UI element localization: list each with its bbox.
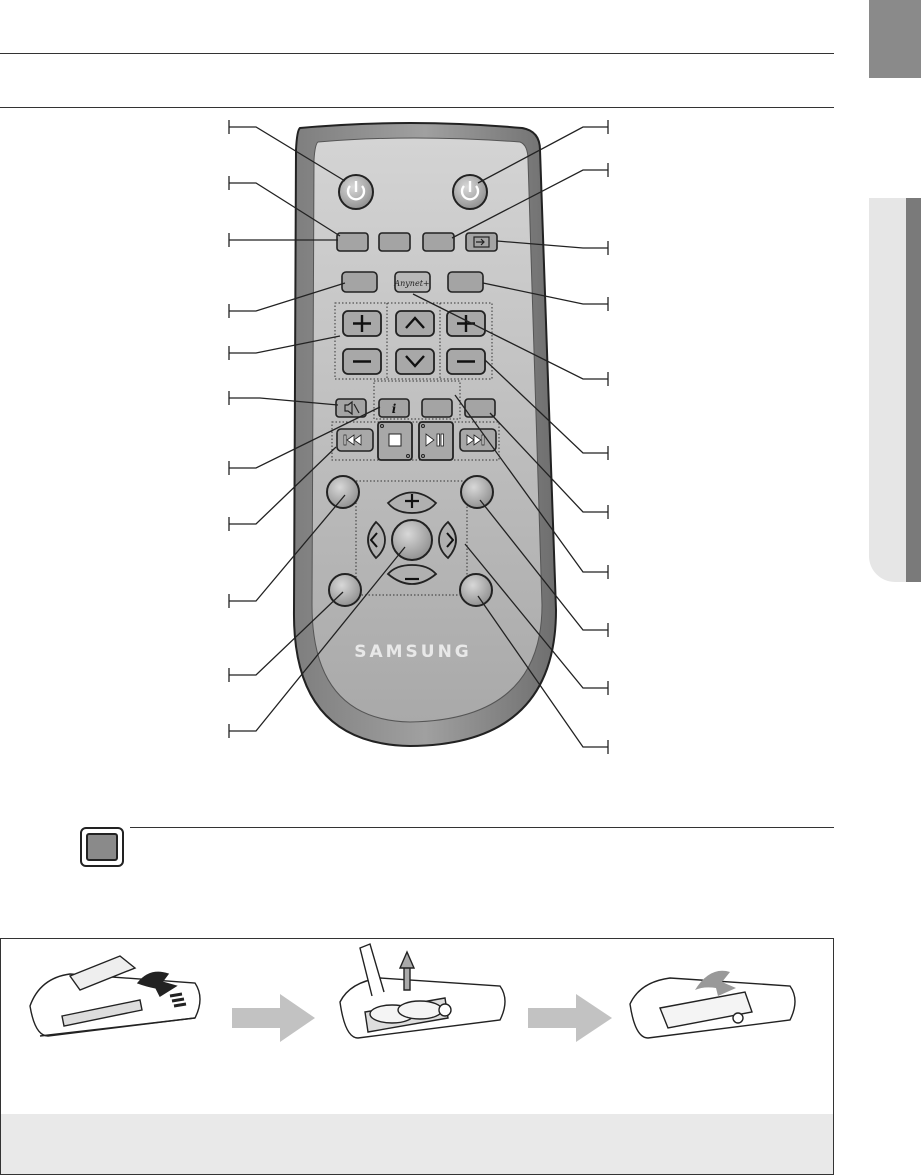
info-button[interactable] (379, 399, 409, 417)
down-button[interactable] (396, 349, 434, 374)
input-source-button[interactable] (466, 233, 497, 251)
battery-step-1-open-cover (30, 956, 200, 1036)
up-button[interactable] (396, 311, 434, 336)
left-minus-button[interactable] (343, 349, 381, 374)
step-arrow-2 (528, 994, 612, 1042)
battery-steps-illustration (0, 938, 834, 1114)
top-row-button-2[interactable] (379, 233, 410, 251)
anynet-button[interactable] (393, 272, 430, 292)
right-plus-button[interactable] (447, 311, 485, 336)
battery-caption-band (1, 1114, 833, 1174)
info-row-button-3[interactable] (422, 399, 452, 417)
right-minus-button[interactable] (447, 349, 485, 374)
corner-button-bottom-right[interactable] (460, 574, 492, 606)
corner-button-top-right[interactable] (461, 476, 493, 508)
note-rule (130, 827, 834, 828)
second-row-button-left[interactable] (342, 272, 377, 292)
step-arrow-1 (232, 994, 315, 1042)
anynet-logo: Anynet+ (394, 279, 430, 288)
second-row-button-right[interactable] (448, 272, 483, 292)
previous-button[interactable] (337, 429, 373, 451)
top-row-button-1[interactable] (337, 233, 368, 251)
battery-step-2-insert-batteries (340, 944, 505, 1038)
info-icon: i (391, 402, 397, 416)
battery-step-3-close-cover (630, 971, 795, 1038)
brand-logo: SAMSUNG (354, 642, 472, 662)
note-pencil-icon (80, 827, 124, 867)
play-pause-button[interactable] (419, 422, 453, 460)
stop-button[interactable] (378, 422, 412, 460)
mute-button[interactable] (336, 399, 366, 417)
stop-icon (389, 434, 401, 446)
nav-center-button[interactable] (392, 520, 432, 560)
corner-button-top-left[interactable] (327, 476, 359, 508)
power-button-right[interactable] (453, 175, 487, 209)
top-row-button-3[interactable] (423, 233, 454, 251)
left-plus-button[interactable] (343, 311, 381, 336)
next-button[interactable] (460, 429, 496, 451)
